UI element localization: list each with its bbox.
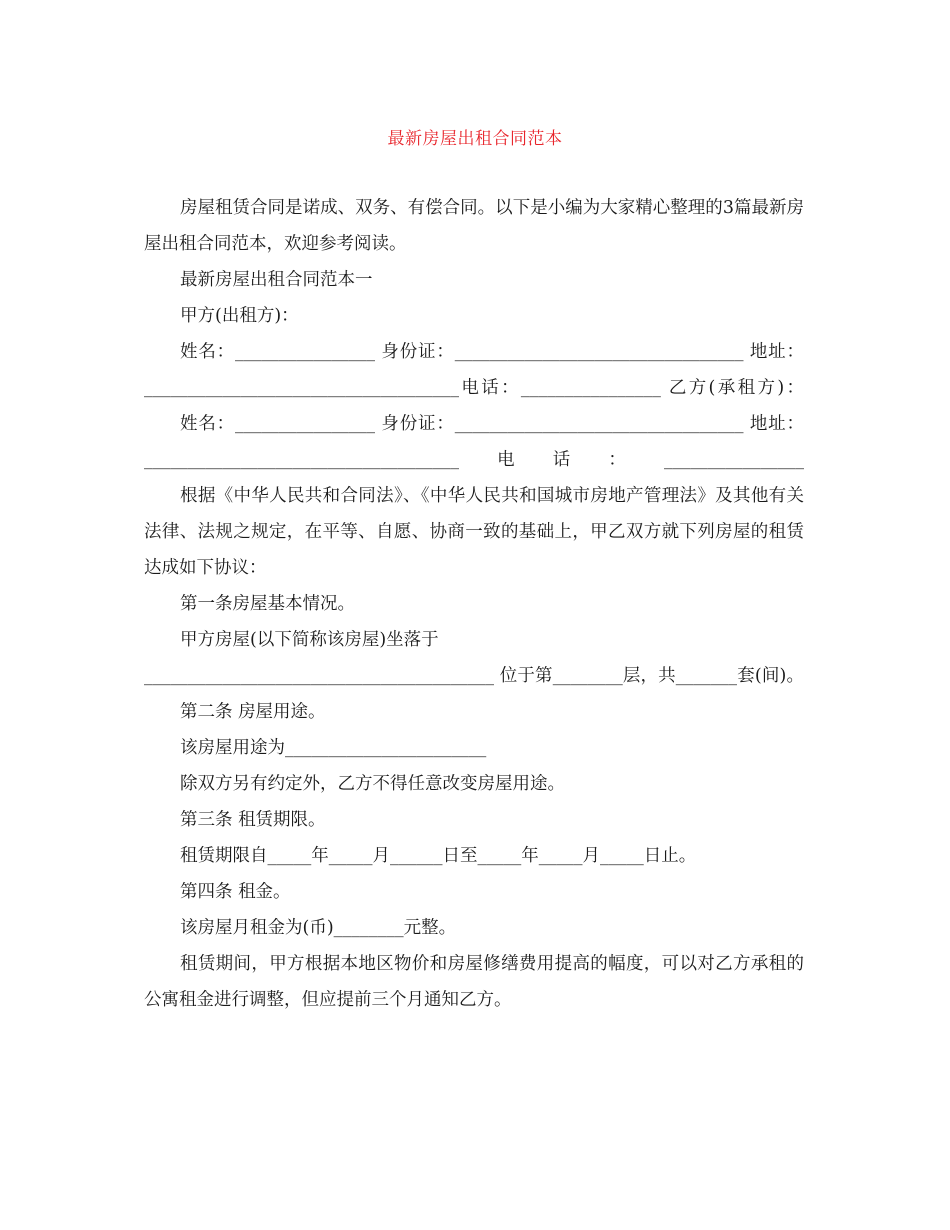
property-location-label: 甲方房屋(以下简称该房屋)坐落于 xyxy=(180,630,439,650)
article-one-heading: 第一条房屋基本情况。 xyxy=(180,594,355,614)
monthly-rent-field: 该房屋月租金为(币)________元整。 xyxy=(180,918,457,938)
document-body xyxy=(144,190,804,1018)
article-two-heading: 第二条 房屋用途。 xyxy=(180,702,326,722)
property-use-restriction: 除双方另有约定外，乙方不得任意改变房屋用途。 xyxy=(180,774,565,794)
rent-adjustment-paragraph: 租赁期间，甲方根据本地区物价和房屋修缮费用提高的幅度，可以对乙方承租的公寓租金进行调整，但应提前三个月通知乙方。 xyxy=(144,954,804,1010)
party-a-label: 甲方(出租方)： xyxy=(180,306,299,326)
document-title: 最新房屋出租合同范本 xyxy=(387,129,563,149)
contract-heading-one: 最新房屋出租合同范本一 xyxy=(180,270,373,290)
party-a-info-fields: 姓名：________________ 身份证：_________________________________ 地址：____________________________________电话：________________ 乙方(承租方)： xyxy=(144,342,804,398)
article-four-heading: 第四条 租金。 xyxy=(180,882,291,902)
lease-term-fields: 租赁期限自_____年_____月______日至_____年_____月_____日止。 xyxy=(180,846,697,866)
article-three-heading: 第三条 租赁期限。 xyxy=(180,810,326,830)
party-b-info-fields: 姓名：________________ 身份证：_________________________________ 地址：____________________________________电话：________________ xyxy=(144,414,804,470)
intro-paragraph: 房屋租赁合同是诺成、双务、有偿合同。以下是小编为大家精心整理的3篇最新房屋出租合同范本，欢迎参考阅读。 xyxy=(144,198,804,254)
property-location-fields: ________________________________________ 位于第________层，共_______套(间)。 xyxy=(144,666,804,686)
property-use-field: 该房屋用途为_______________________ xyxy=(180,738,487,758)
agreement-basis-paragraph: 根据《中华人民共和合同法》、《中华人民共和国城市房地产管理法》及其他有关法律、法规之规定，在平等、自愿、协商一致的基础上，甲乙双方就下列房屋的租赁达成如下协议： xyxy=(144,486,804,578)
